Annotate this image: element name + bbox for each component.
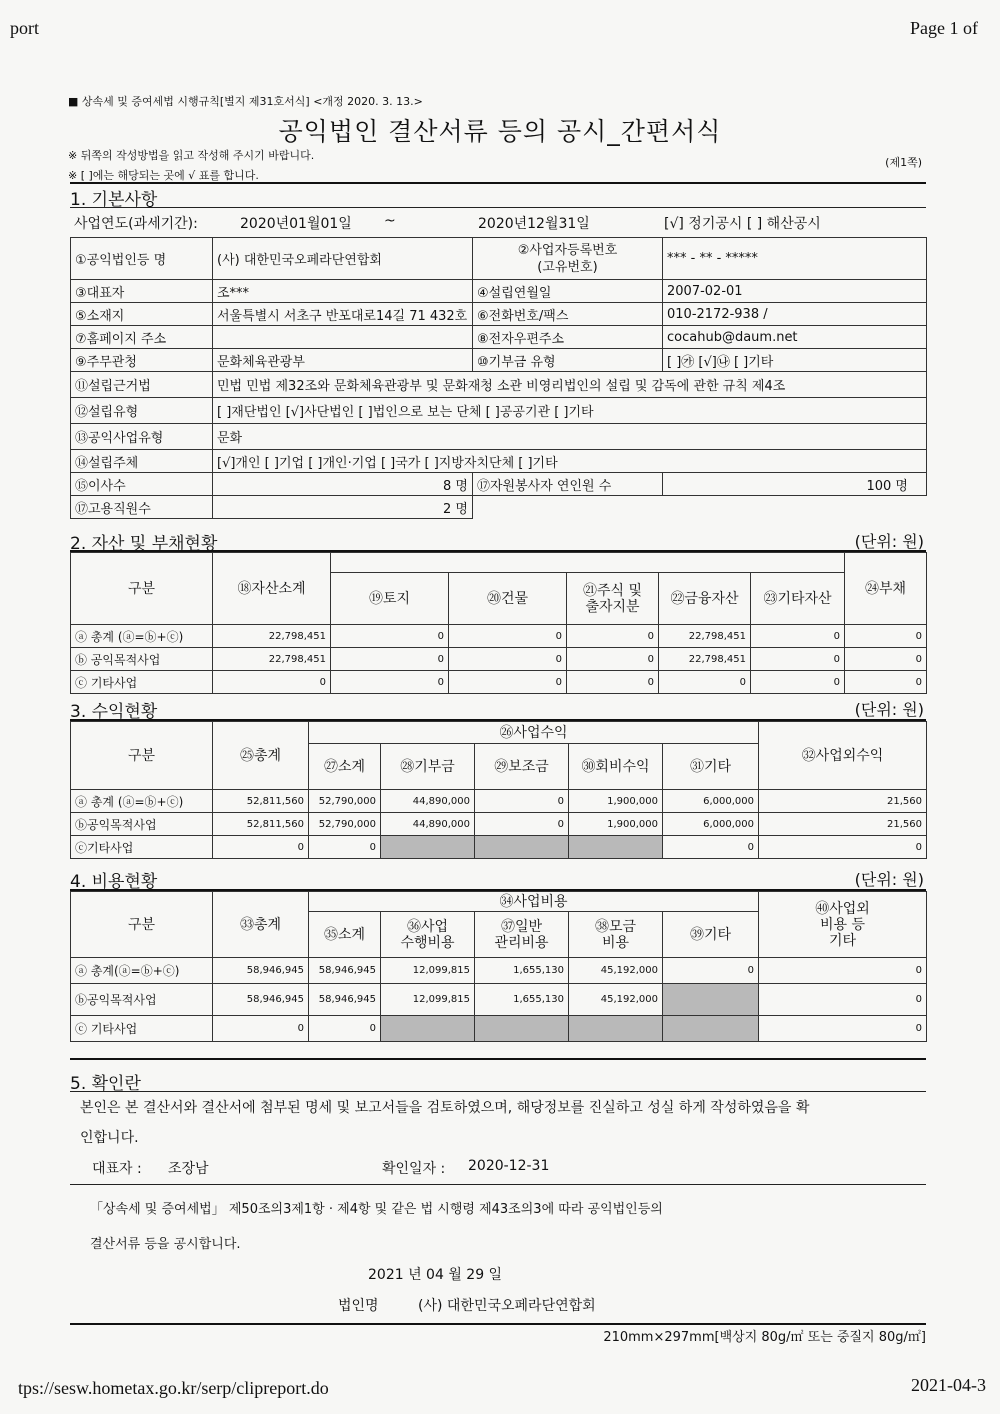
assets-header-land: ⑲토지 <box>331 573 449 625</box>
expense-header-operating: ㊱사업 수행비용 <box>381 912 475 958</box>
address: 서울특별시 서초구 반포대로14길 71 432호 <box>213 303 473 326</box>
cell-value: 52,790,000 <box>309 790 381 813</box>
corp-name-label-footer: 법인명 <box>338 1298 379 1314</box>
cell-value: 0 <box>331 648 449 671</box>
cell-value: 58,946,945 <box>213 958 309 984</box>
cell-value: 0 <box>309 1016 381 1042</box>
browser-header-left: port <box>10 18 39 38</box>
cell-value: 0 <box>213 1016 309 1042</box>
revenue-header-subtotal: ㉗소계 <box>309 744 381 790</box>
donation-type-label: ⑩기부금 유형 <box>473 349 663 372</box>
founder-label: ⑭설립주체 <box>71 450 213 473</box>
cell-value: 52,811,560 <box>213 790 309 813</box>
row-label: ⓐ 총계 (ⓐ=ⓑ+ⓒ) <box>71 790 213 813</box>
expense-header-fundraising: ㊳모금 비용 <box>569 912 663 958</box>
expense-header-category: 구분 <box>71 892 213 958</box>
section-confirm-heading: 5. 확인란 <box>70 1074 141 1094</box>
confirm-date: 2020-12-31 <box>468 1158 550 1174</box>
donation-type: [ ]㉮ [√]㉯ [ ]기타 <box>663 349 927 372</box>
cell-value: 0 <box>331 671 449 694</box>
cell-shaded <box>569 836 663 859</box>
law-label: ⑪설립근거법 <box>71 372 213 398</box>
browser-footer-date: 2021-04-3 <box>911 1375 986 1395</box>
confirm-rep-label: 대표자 : <box>92 1161 142 1177</box>
browser-header-right: Page 1 of <box>910 18 978 38</box>
revenue-header-membership: ㉚회비수익 <box>569 744 663 790</box>
cell-value: 0 <box>759 984 927 1016</box>
cell-shaded <box>475 836 569 859</box>
bizno-label: ②사업자등록번호 (고유번호) <box>473 238 663 280</box>
cell-shaded <box>663 1016 759 1042</box>
assets-header-subtotal: ⑱자산소계 <box>213 553 331 625</box>
cell-value: 1,655,130 <box>475 958 569 984</box>
cell-value: 0 <box>449 648 567 671</box>
section-basic-heading: 1. 기본사항 <box>70 190 158 210</box>
revenue-header-total: ㉕총계 <box>213 722 309 790</box>
form-regulation: ■ 상속세 및 증여세법 시행규칙[별지 제31호서식] <개정 2020. 3. 13.> <box>68 95 423 108</box>
publication-date: 2021 년 04 월 29 일 <box>368 1267 503 1283</box>
revenue-table <box>70 721 927 859</box>
rep-name: 조*** <box>213 280 473 303</box>
employees-label: ⑰고용직원수 <box>71 496 213 519</box>
cell-shaded <box>663 984 759 1016</box>
public-biz: 문화 <box>213 424 927 450</box>
cell-value: 1,900,000 <box>569 813 663 836</box>
fiscal-year-from: 2020년01월01일 <box>240 216 352 232</box>
assets-unit: (단위: 원) <box>854 532 924 551</box>
assets-header-building: ⑳건물 <box>449 573 567 625</box>
table-row <box>71 984 927 1016</box>
disclosure-type: [√] 정기공시 [ ] 해산공시 <box>664 216 821 232</box>
law-statement-1: 「상속세 및 증여세법」 제50조의3제1항 · 제4항 및 같은 법 시행령 제43조의3에 따라 공익법인등의 <box>90 1202 663 1217</box>
form-page-number: (제1쪽) <box>885 156 922 169</box>
employees: 2 명 <box>213 496 473 519</box>
table-row <box>71 671 927 694</box>
cell-value: 22,798,451 <box>213 648 331 671</box>
corp-name: (사) 대한민국오페라단연합회 <box>213 238 473 280</box>
cell-value: 0 <box>663 958 759 984</box>
cell-value: 0 <box>449 671 567 694</box>
assets-header-category: 구분 <box>71 553 213 625</box>
row-label: ⓐ 총계 (ⓐ=ⓑ+ⓒ) <box>71 625 213 648</box>
corp-name-label: ①공익법인등 명 <box>71 238 213 280</box>
phone-label: ⑥전화번호/팩스 <box>473 303 663 326</box>
cell-value: 0 <box>845 648 927 671</box>
est-date: 2007-02-01 <box>663 280 927 303</box>
assets-table <box>70 552 927 694</box>
cell-value: 0 <box>475 790 569 813</box>
assets-header-liabilities: ㉔부채 <box>845 553 927 625</box>
table-row <box>71 625 927 648</box>
homepage <box>213 326 473 349</box>
section-assets-heading: 2. 자산 및 부채현황 <box>70 534 218 554</box>
cell-value: 0 <box>663 836 759 859</box>
table-row <box>71 648 927 671</box>
cell-value: 58,946,945 <box>213 984 309 1016</box>
est-type-label: ⑫설립유형 <box>71 398 213 424</box>
cell-value: 0 <box>751 671 845 694</box>
revenue-header-business: ㉖사업수익 <box>309 722 759 744</box>
est-type: [ ]재단법인 [√]사단법인 [ ]법인으로 보는 단체 [ ]공공기관 [ ]기타 <box>213 398 927 424</box>
cell-value: 1,655,130 <box>475 984 569 1016</box>
rep-label: ③대표자 <box>71 280 213 303</box>
row-label: ⓒ기타사업 <box>71 836 213 859</box>
revenue-header-nonbusiness: ㉜사업외수익 <box>759 722 927 790</box>
bizno: *** - ** - ***** <box>663 238 927 280</box>
row-label: ⓑ 공익목적사업 <box>71 648 213 671</box>
cell-value: 52,811,560 <box>213 813 309 836</box>
assets-header-financial: ㉒금융자산 <box>659 573 751 625</box>
cell-value: 0 <box>845 671 927 694</box>
cell-shaded <box>569 1016 663 1042</box>
address-label: ⑤소재지 <box>71 303 213 326</box>
confirm-date-label: 확인일자 : <box>382 1161 446 1177</box>
cell-value: 44,890,000 <box>381 813 475 836</box>
expense-header-subtotal: ㉟소계 <box>309 912 381 958</box>
homepage-label: ⑦홈페이지 주소 <box>71 326 213 349</box>
cell-value: 0 <box>759 836 927 859</box>
cell-value: 12,099,815 <box>381 984 475 1016</box>
cell-value: 0 <box>449 625 567 648</box>
corp-name-footer: (사) 대한민국오페라단연합회 <box>418 1298 596 1314</box>
cell-value: 44,890,000 <box>381 790 475 813</box>
row-label: ⓒ 기타사업 <box>71 1016 213 1042</box>
cell-value: 0 <box>659 671 751 694</box>
fiscal-year-tilde: ~ <box>384 213 396 229</box>
cell-value: 0 <box>309 836 381 859</box>
row-label: ⓑ공익목적사업 <box>71 813 213 836</box>
cell-value: 1,900,000 <box>569 790 663 813</box>
founder: [√]개인 [ ]기업 [ ]개인·기업 [ ]국가 [ ]지방자치단체 [ ]기타 <box>213 450 927 473</box>
email: cocahub@daum.net <box>663 326 927 349</box>
law-statement-2: 결산서류 등을 공시합니다. <box>90 1237 241 1252</box>
cell-value: 45,192,000 <box>569 958 663 984</box>
cell-value: 22,798,451 <box>213 625 331 648</box>
expense-table <box>70 891 927 1042</box>
row-label: ⓒ 기타사업 <box>71 671 213 694</box>
cell-value: 6,000,000 <box>663 790 759 813</box>
cell-value: 58,946,945 <box>309 958 381 984</box>
cell-value: 22,798,451 <box>659 625 751 648</box>
cell-value: 52,790,000 <box>309 813 381 836</box>
table-row <box>71 813 927 836</box>
cell-value: 0 <box>213 836 309 859</box>
authority: 문화체육관광부 <box>213 349 473 372</box>
cell-value: 0 <box>751 648 845 671</box>
cell-value: 0 <box>759 958 927 984</box>
assets-header-other: ㉓기타자산 <box>751 573 845 625</box>
expense-header-total: ㉝총계 <box>213 892 309 958</box>
form-note-2: ※ [ ]에는 해당되는 곳에 √ 표를 합니다. <box>68 169 259 182</box>
email-label: ⑧전자우편주소 <box>473 326 663 349</box>
confirm-rep-name: 조장남 <box>168 1161 209 1177</box>
cell-value: 21,560 <box>759 790 927 813</box>
directors-label: ⑮이사수 <box>71 473 213 496</box>
browser-footer-url: tps://sesw.hometax.go.kr/serp/clipreport.do <box>18 1378 329 1398</box>
authority-label: ⑨주무관청 <box>71 349 213 372</box>
cell-value: 0 <box>475 813 569 836</box>
cell-value: 6,000,000 <box>663 813 759 836</box>
cell-value: 45,192,000 <box>569 984 663 1016</box>
public-biz-label: ⑬공익사업유형 <box>71 424 213 450</box>
expense-header-other: ㊴기타 <box>663 912 759 958</box>
directors: 8 명 <box>213 473 473 496</box>
cell-value: 0 <box>213 671 331 694</box>
revenue-header-donation: ㉘기부금 <box>381 744 475 790</box>
cell-shaded <box>381 1016 475 1042</box>
form-title: 공익법인 결산서류 등의 공시_간편서식 <box>278 117 722 146</box>
fiscal-year-label: 사업연도(과세기간): <box>74 216 198 232</box>
volunteers: 100 명 <box>663 473 927 496</box>
revenue-header-category: 구분 <box>71 722 213 790</box>
paper-spec: 210mm×297mm[백상지 80g/㎡ 또는 중질지 80g/㎡] <box>603 1330 926 1345</box>
cell-value: 58,946,945 <box>309 984 381 1016</box>
cell-value: 0 <box>567 625 659 648</box>
confirm-text-1: 본인은 본 결산서와 결산서에 첨부된 명세 및 보고서들을 검토하였으며, 해당정보를 진실하고 성실 하게 작성하였음을 확 <box>80 1100 810 1116</box>
form-note-1: ※ 뒤쪽의 작성방법을 읽고 작성해 주시기 바랍니다. <box>68 149 315 162</box>
volunteers-label: ⑰자원봉사자 연인원 수 <box>473 473 663 496</box>
expense-header-nonbusiness: ㊵사업외 비용 등 기타 <box>759 892 927 958</box>
cell-shaded <box>475 1016 569 1042</box>
section-revenue-heading: 3. 수익현황 <box>70 702 158 722</box>
revenue-header-other: ㉛기타 <box>663 744 759 790</box>
cell-value: 0 <box>759 1016 927 1042</box>
expense-unit: (단위: 원) <box>854 870 924 889</box>
revenue-header-subsidy: ㉙보조금 <box>475 744 569 790</box>
table-row <box>71 790 927 813</box>
row-label: ⓐ 총계(ⓐ=ⓑ+ⓒ) <box>71 958 213 984</box>
revenue-unit: (단위: 원) <box>854 700 924 719</box>
cell-value: 0 <box>567 671 659 694</box>
expense-header-business: ㉞사업비용 <box>309 892 759 912</box>
table-row <box>71 958 927 984</box>
table-row <box>71 836 927 859</box>
cell-value: 21,560 <box>759 813 927 836</box>
cell-value: 22,798,451 <box>659 648 751 671</box>
law: 민법 민법 제32조와 문화체육관광부 및 문화재청 소관 비영리법인의 설립 및 감독에 관한 규칙 제4조 <box>213 372 927 398</box>
row-label: ⓑ공익목적사업 <box>71 984 213 1016</box>
expense-header-admin: ㊲일반 관리비용 <box>475 912 569 958</box>
confirm-text-2: 인합니다. <box>80 1130 139 1146</box>
cell-value: 0 <box>567 648 659 671</box>
cell-value: 12,099,815 <box>381 958 475 984</box>
basic-info-table <box>70 237 927 519</box>
est-date-label: ④설립연월일 <box>473 280 663 303</box>
cell-shaded <box>381 836 475 859</box>
fiscal-year-to: 2020년12월31일 <box>478 216 590 232</box>
assets-header-stocks: ㉑주식 및 출자지분 <box>567 573 659 625</box>
cell-value: 0 <box>751 625 845 648</box>
cell-value: 0 <box>331 625 449 648</box>
table-row <box>71 1016 927 1042</box>
cell-value: 0 <box>845 625 927 648</box>
section-expense-heading: 4. 비용현황 <box>70 872 158 892</box>
phone: 010-2172-938 / <box>663 303 927 326</box>
